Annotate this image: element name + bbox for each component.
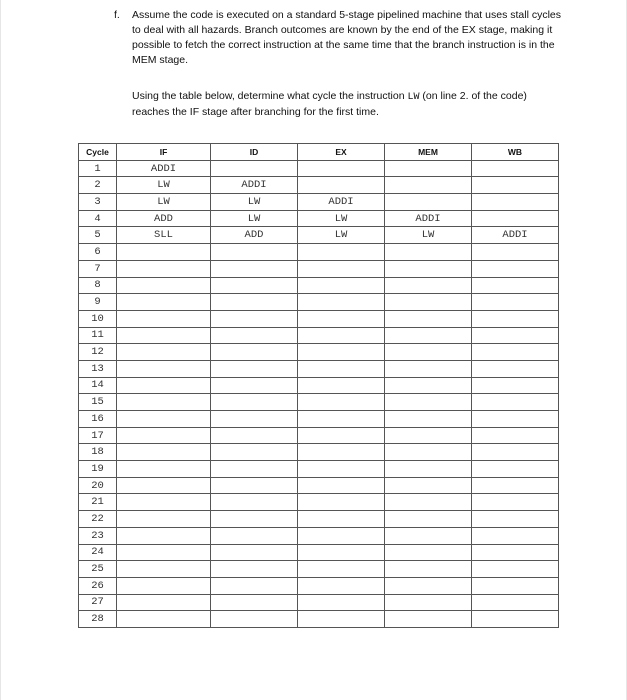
stage-cell-wb[interactable] [472, 527, 559, 544]
stage-cell-wb[interactable] [472, 377, 559, 394]
stage-cell-ex[interactable] [298, 360, 385, 377]
header-cycle: Cycle [79, 144, 117, 161]
table-row [79, 611, 559, 628]
stage-cell-mem[interactable] [385, 294, 472, 311]
stage-cell-mem[interactable] [385, 427, 472, 444]
table-row [79, 244, 559, 261]
stage-cell-id[interactable] [211, 427, 298, 444]
stage-cell-mem[interactable] [385, 444, 472, 461]
stage-cell-ex[interactable] [298, 260, 385, 277]
table-row [79, 377, 559, 394]
table-row [79, 511, 559, 528]
stage-cell-if[interactable] [117, 277, 211, 294]
cycle-number-cell: 20 [79, 477, 117, 494]
cycle-number-cell: 19 [79, 461, 117, 478]
stage-cell-if[interactable] [117, 461, 211, 478]
table-row [79, 294, 559, 311]
stage-cell-wb[interactable] [472, 210, 559, 227]
stage-cell-wb[interactable] [472, 310, 559, 327]
cycle-number-cell: 10 [79, 310, 117, 327]
stage-cell-if[interactable] [117, 411, 211, 428]
cycle-number-cell: 9 [79, 294, 117, 311]
stage-cell-id[interactable] [211, 344, 298, 361]
stage-cell-wb[interactable] [472, 494, 559, 511]
stage-cell-if[interactable]: ADD [117, 210, 211, 227]
stage-cell-if[interactable] [117, 327, 211, 344]
stage-cell-mem[interactable] [385, 277, 472, 294]
cycle-number-cell: 15 [79, 394, 117, 411]
stage-cell-id[interactable]: ADD [211, 227, 298, 244]
cycle-number-cell: 1 [79, 160, 117, 177]
stage-cell-mem[interactable] [385, 194, 472, 211]
table-row [79, 310, 559, 327]
stage-cell-wb[interactable] [472, 477, 559, 494]
table-body [79, 160, 559, 627]
stage-cell-mem[interactable] [385, 327, 472, 344]
header-ex: EX [298, 144, 385, 161]
cycle-number-cell: 16 [79, 411, 117, 428]
stage-cell-mem[interactable] [385, 310, 472, 327]
stage-cell-if[interactable] [117, 544, 211, 561]
table-row [79, 594, 559, 611]
stage-cell-wb[interactable] [472, 611, 559, 628]
table-row [79, 194, 559, 211]
table-row [79, 177, 559, 194]
stage-cell-ex[interactable] [298, 444, 385, 461]
stage-cell-ex[interactable] [298, 561, 385, 578]
cycle-number-cell: 2 [79, 177, 117, 194]
stage-cell-if[interactable] [117, 427, 211, 444]
stage-cell-ex[interactable] [298, 411, 385, 428]
instruction-paragraph [132, 89, 552, 120]
stage-cell-id[interactable] [211, 294, 298, 311]
stage-cell-mem[interactable] [385, 411, 472, 428]
stage-cell-id[interactable] [211, 461, 298, 478]
stage-cell-ex[interactable] [298, 461, 385, 478]
stage-cell-if[interactable] [117, 527, 211, 544]
stage-cell-mem[interactable] [385, 344, 472, 361]
stage-cell-id[interactable] [211, 561, 298, 578]
stage-cell-id[interactable] [211, 394, 298, 411]
stage-cell-if[interactable] [117, 360, 211, 377]
stage-cell-ex[interactable] [298, 511, 385, 528]
table-row [79, 477, 559, 494]
stage-cell-ex[interactable] [298, 244, 385, 261]
stage-cell-wb[interactable] [472, 427, 559, 444]
stage-cell-ex[interactable] [298, 394, 385, 411]
cycle-number-cell: 4 [79, 210, 117, 227]
stage-cell-mem[interactable]: ADDI [385, 210, 472, 227]
cycle-number-cell: 22 [79, 511, 117, 528]
stage-cell-wb[interactable]: ADDI [472, 227, 559, 244]
table-row [79, 527, 559, 544]
stage-cell-id[interactable] [211, 444, 298, 461]
table-row [79, 344, 559, 361]
header-wb: WB [472, 144, 559, 161]
table-row [79, 444, 559, 461]
stage-cell-ex[interactable] [298, 544, 385, 561]
instruction-code: LW [407, 92, 420, 103]
stage-cell-mem[interactable]: LW [385, 227, 472, 244]
stage-cell-if[interactable] [117, 294, 211, 311]
stage-cell-id[interactable] [211, 477, 298, 494]
stage-cell-id[interactable] [211, 160, 298, 177]
stage-cell-ex[interactable] [298, 327, 385, 344]
table-row [79, 577, 559, 594]
stage-cell-wb[interactable] [472, 160, 559, 177]
stage-cell-id[interactable] [211, 260, 298, 277]
stage-cell-wb[interactable] [472, 594, 559, 611]
stage-cell-wb[interactable] [472, 360, 559, 377]
table-row [79, 427, 559, 444]
stage-cell-mem[interactable] [385, 477, 472, 494]
cycle-number-cell: 21 [79, 494, 117, 511]
stage-cell-wb[interactable] [472, 511, 559, 528]
question-paragraph [114, 8, 564, 68]
stage-cell-ex[interactable] [298, 577, 385, 594]
stage-cell-id[interactable] [211, 277, 298, 294]
table-row [79, 277, 559, 294]
stage-cell-id[interactable] [211, 511, 298, 528]
stage-cell-if[interactable] [117, 377, 211, 394]
cycle-number-cell: 26 [79, 577, 117, 594]
table-row [79, 210, 559, 227]
stage-cell-mem[interactable] [385, 577, 472, 594]
stage-cell-if[interactable] [117, 511, 211, 528]
table-row [79, 160, 559, 177]
cycle-number-cell: 5 [79, 227, 117, 244]
stage-cell-mem[interactable] [385, 594, 472, 611]
stage-cell-id[interactable] [211, 594, 298, 611]
question-label: f. [114, 9, 120, 21]
stage-cell-if[interactable]: SLL [117, 227, 211, 244]
stage-cell-mem[interactable] [385, 494, 472, 511]
stage-cell-id[interactable] [211, 360, 298, 377]
stage-cell-if[interactable]: ADDI [117, 160, 211, 177]
stage-cell-id[interactable]: LW [211, 210, 298, 227]
table-header-row [79, 144, 559, 161]
stage-cell-wb[interactable] [472, 260, 559, 277]
stage-cell-ex[interactable] [298, 294, 385, 311]
stage-cell-mem[interactable] [385, 511, 472, 528]
stage-cell-mem[interactable] [385, 611, 472, 628]
table-row [79, 461, 559, 478]
cycle-number-cell: 28 [79, 611, 117, 628]
stage-cell-wb[interactable] [472, 194, 559, 211]
instruction-text-before: Using the table below, determine what cycle the instruction [132, 90, 408, 102]
cycle-number-cell: 27 [79, 594, 117, 611]
stage-cell-if[interactable] [117, 494, 211, 511]
stage-cell-if[interactable] [117, 244, 211, 261]
stage-cell-mem[interactable] [385, 177, 472, 194]
stage-cell-mem[interactable] [385, 394, 472, 411]
stage-cell-mem[interactable] [385, 160, 472, 177]
stage-cell-id[interactable] [211, 577, 298, 594]
stage-cell-if[interactable] [117, 611, 211, 628]
stage-cell-wb[interactable] [472, 411, 559, 428]
stage-cell-if[interactable] [117, 477, 211, 494]
stage-cell-if[interactable] [117, 344, 211, 361]
cycle-number-cell: 14 [79, 377, 117, 394]
stage-cell-wb[interactable] [472, 544, 559, 561]
stage-cell-mem[interactable] [385, 244, 472, 261]
cycle-number-cell: 7 [79, 260, 117, 277]
stage-cell-wb[interactable] [472, 344, 559, 361]
table-row [79, 260, 559, 277]
table-row [79, 227, 559, 244]
stage-cell-if[interactable]: LW [117, 194, 211, 211]
cycle-number-cell: 13 [79, 360, 117, 377]
stage-cell-wb[interactable] [472, 294, 559, 311]
stage-cell-id[interactable]: ADDI [211, 177, 298, 194]
stage-cell-wb[interactable] [472, 277, 559, 294]
stage-cell-ex[interactable]: LW [298, 227, 385, 244]
stage-cell-if[interactable] [117, 561, 211, 578]
cycle-number-cell: 11 [79, 327, 117, 344]
stage-cell-if[interactable] [117, 444, 211, 461]
stage-cell-mem[interactable] [385, 544, 472, 561]
table-row [79, 327, 559, 344]
header-if: IF [117, 144, 211, 161]
stage-cell-ex[interactable] [298, 177, 385, 194]
table-row [79, 360, 559, 377]
stage-cell-id[interactable] [211, 544, 298, 561]
header-mem: MEM [385, 144, 472, 161]
stage-cell-id[interactable] [211, 310, 298, 327]
stage-cell-ex[interactable] [298, 427, 385, 444]
stage-cell-id[interactable] [211, 411, 298, 428]
stage-cell-wb[interactable] [472, 461, 559, 478]
stage-cell-ex[interactable] [298, 611, 385, 628]
table-row [79, 494, 559, 511]
stage-cell-ex[interactable] [298, 344, 385, 361]
cycle-number-cell: 25 [79, 561, 117, 578]
cycle-number-cell: 12 [79, 344, 117, 361]
table-row [79, 561, 559, 578]
table-row [79, 544, 559, 561]
stage-cell-if[interactable] [117, 594, 211, 611]
stage-cell-ex[interactable]: LW [298, 210, 385, 227]
stage-cell-if[interactable] [117, 310, 211, 327]
stage-cell-mem[interactable] [385, 360, 472, 377]
stage-cell-if[interactable] [117, 260, 211, 277]
stage-cell-id[interactable] [211, 377, 298, 394]
stage-cell-wb[interactable] [472, 394, 559, 411]
cycle-number-cell: 24 [79, 544, 117, 561]
stage-cell-id[interactable] [211, 327, 298, 344]
stage-cell-wb[interactable] [472, 577, 559, 594]
cycle-number-cell: 6 [79, 244, 117, 261]
question-text: Assume the code is executed on a standard 5-stage pipelined machine that uses stall cycles to deal with all hazards. Branch outcomes are known by the end of the EX stage, making it possible to fetch the correct instruction at the same time that the branch instruction is in the MEM stage. [132, 9, 561, 66]
stage-cell-id[interactable] [211, 611, 298, 628]
stage-cell-ex[interactable] [298, 527, 385, 544]
stage-cell-if[interactable] [117, 394, 211, 411]
stage-cell-if[interactable] [117, 577, 211, 594]
stage-cell-ex[interactable] [298, 477, 385, 494]
stage-cell-ex[interactable] [298, 594, 385, 611]
stage-cell-mem[interactable] [385, 260, 472, 277]
stage-cell-mem[interactable] [385, 377, 472, 394]
stage-cell-ex[interactable] [298, 277, 385, 294]
instruction-text-after: (on line 2. of the code) reaches the IF stage after branching for the first time. [132, 90, 527, 118]
stage-cell-if[interactable]: LW [117, 177, 211, 194]
pipeline-table [78, 143, 559, 628]
stage-cell-id[interactable] [211, 527, 298, 544]
stage-cell-wb[interactable] [472, 177, 559, 194]
cycle-number-cell: 8 [79, 277, 117, 294]
stage-cell-ex[interactable] [298, 310, 385, 327]
cycle-number-cell: 18 [79, 444, 117, 461]
stage-cell-wb[interactable] [472, 327, 559, 344]
table-row [79, 411, 559, 428]
stage-cell-mem[interactable] [385, 461, 472, 478]
stage-cell-id[interactable]: LW [211, 194, 298, 211]
stage-cell-ex[interactable] [298, 494, 385, 511]
stage-cell-ex[interactable]: ADDI [298, 194, 385, 211]
stage-cell-mem[interactable] [385, 561, 472, 578]
cycle-number-cell: 3 [79, 194, 117, 211]
header-id: ID [211, 144, 298, 161]
stage-cell-wb[interactable] [472, 444, 559, 461]
table-row [79, 394, 559, 411]
stage-cell-ex[interactable] [298, 160, 385, 177]
stage-cell-mem[interactable] [385, 527, 472, 544]
cycle-number-cell: 17 [79, 427, 117, 444]
stage-cell-id[interactable] [211, 244, 298, 261]
stage-cell-wb[interactable] [472, 561, 559, 578]
cycle-number-cell: 23 [79, 527, 117, 544]
stage-cell-wb[interactable] [472, 244, 559, 261]
stage-cell-id[interactable] [211, 494, 298, 511]
stage-cell-ex[interactable] [298, 377, 385, 394]
